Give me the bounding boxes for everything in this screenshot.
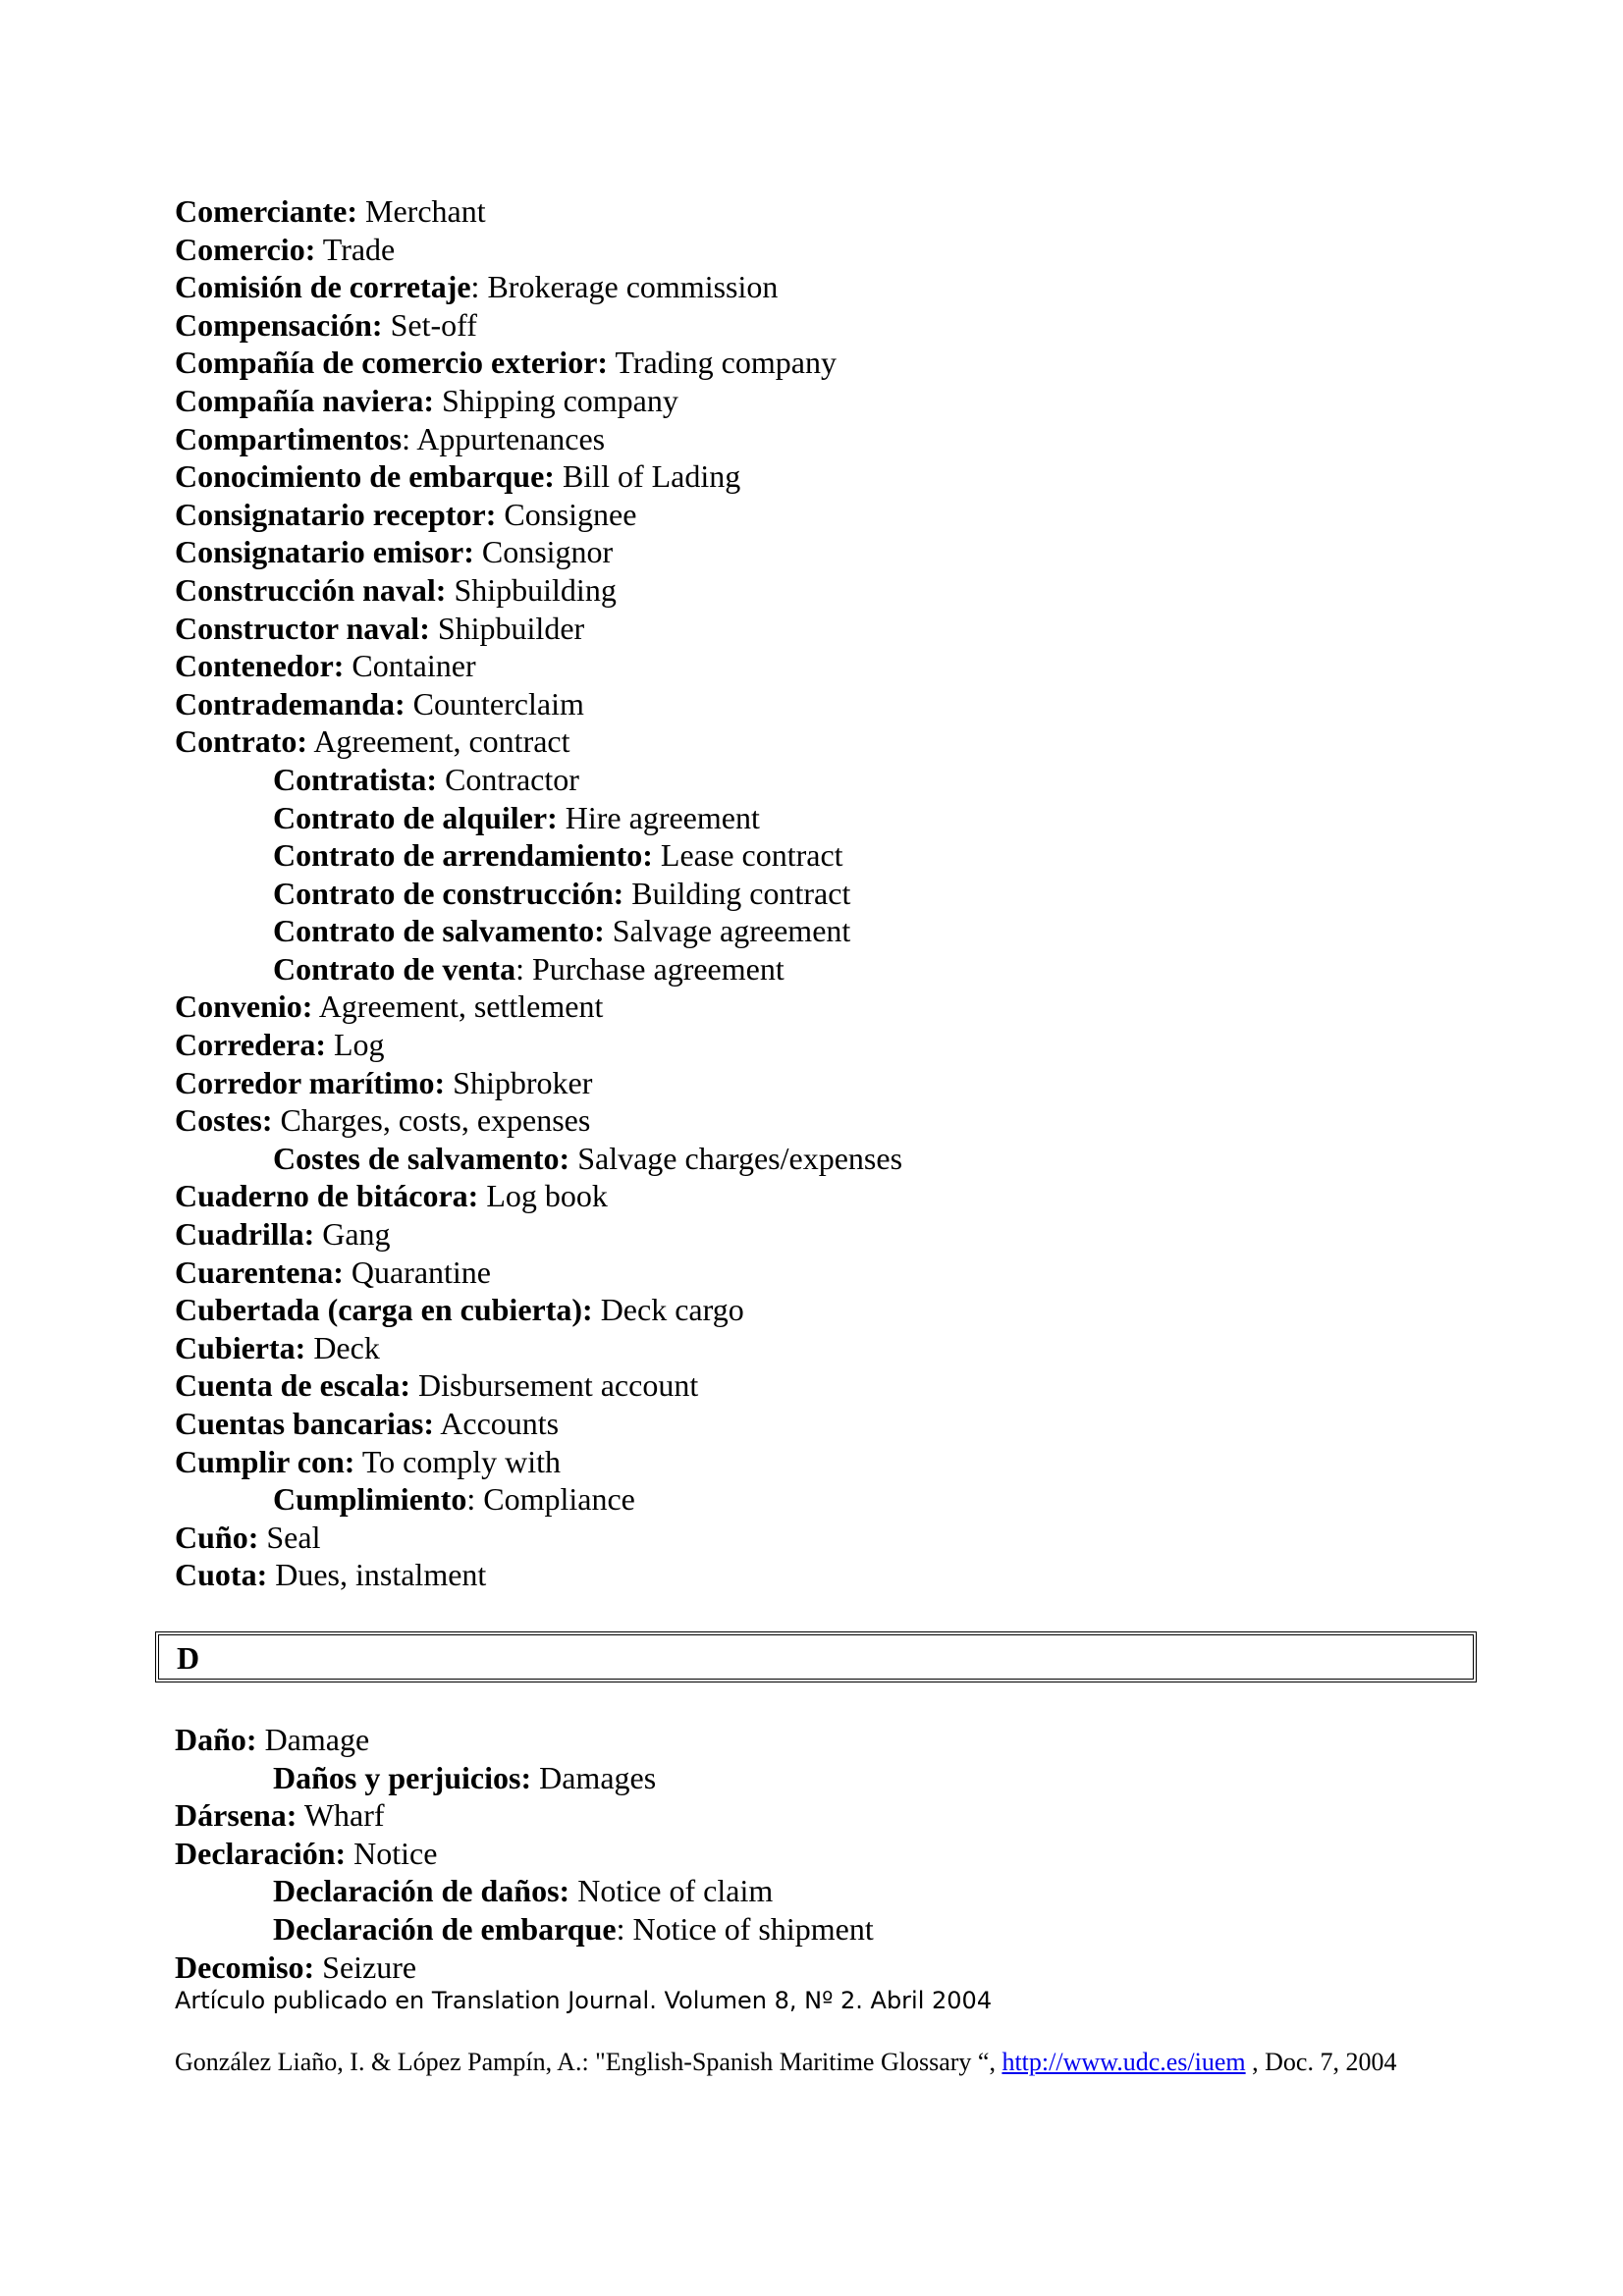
glossary-entry <box>175 1835 1481 1873</box>
entry-term: Cuadrilla: <box>175 1216 315 1253</box>
section-header-d <box>155 1631 1477 1682</box>
entry-term: Consignatario emisor: <box>175 534 474 570</box>
entry-term: Cuota: <box>175 1557 268 1593</box>
entry-definition: Consignee <box>496 496 637 532</box>
glossary-entry <box>175 382 1481 420</box>
entry-definition: Agreement, contract <box>307 723 570 760</box>
entry-definition: : Compliance <box>466 1481 635 1518</box>
glossary-subentry <box>175 1140 1481 1178</box>
entry-definition: Set-off <box>382 306 477 343</box>
entry-definition: Container <box>344 648 476 684</box>
citation-suffix: , Doc. 7, 2004 <box>1245 2048 1397 2076</box>
entry-definition: Damages <box>531 1759 657 1795</box>
glossary-entry <box>175 344 1481 382</box>
entry-definition: Salvage agreement <box>604 913 851 949</box>
entry-definition: Disbursement account <box>409 1367 699 1404</box>
article-note: Artículo publicado en Translation Journal. Volumen 8, Nº 2. Abril 2004 <box>175 1987 993 2014</box>
glossary-entry <box>175 647 1481 685</box>
entry-definition: Wharf <box>297 1797 385 1834</box>
entry-term: Daños y perjuicios: <box>273 1759 532 1795</box>
entry-definition: Counterclaim <box>405 685 584 721</box>
citation <box>175 2048 1451 2077</box>
entry-definition: Shipbuilding <box>446 571 617 608</box>
entry-term: Consignatario receptor: <box>175 496 497 532</box>
glossary-subentry <box>175 1910 1481 1949</box>
entry-definition: Log book <box>478 1178 608 1214</box>
glossary-entry <box>175 533 1481 571</box>
entry-definition: To comply with <box>354 1443 562 1479</box>
glossary-entry <box>175 988 1481 1026</box>
entry-term: Contrato de venta <box>273 950 516 987</box>
glossary-subentry <box>175 1480 1481 1519</box>
glossary-entry <box>175 722 1481 761</box>
entry-definition: Gang <box>314 1216 391 1253</box>
entry-definition: Accounts <box>434 1406 560 1441</box>
glossary-entry <box>175 306 1481 345</box>
entry-definition: Merchant <box>357 193 486 229</box>
entry-term: Declaración de daños: <box>273 1873 570 1909</box>
citation-link[interactable]: http://www.udc.es/iuem <box>1001 2048 1246 2076</box>
entry-term: Contrato de alquiler: <box>273 799 558 835</box>
entry-term: Costes de salvamento: <box>273 1140 570 1176</box>
entry-term: Cuaderno de bitácora: <box>175 1178 479 1214</box>
entry-term: Cubertada (carga en cubierta): <box>175 1292 593 1328</box>
entry-definition: Damage <box>256 1722 370 1757</box>
entry-term: Contrato de salvamento: <box>273 913 605 949</box>
glossary-entry <box>175 420 1481 458</box>
glossary-entry <box>175 1026 1481 1064</box>
entry-term: Cuarentena: <box>175 1254 344 1290</box>
glossary-entry <box>175 685 1481 723</box>
glossary-entry <box>175 1949 1481 1987</box>
entry-definition: Dues, instalment <box>267 1557 487 1593</box>
entry-term: Convenio: <box>175 988 313 1025</box>
glossary-subentry <box>175 836 1481 875</box>
entry-term: Contrato de arrendamiento: <box>273 837 653 874</box>
glossary-entry <box>175 496 1481 534</box>
entry-term: Decomiso: <box>175 1949 315 1985</box>
entry-definition: Notice of claim <box>569 1873 774 1909</box>
entry-term: Cumplimiento <box>273 1481 467 1518</box>
entry-definition: Bill of Lading <box>554 458 741 495</box>
entry-term: Declaración: <box>175 1835 347 1871</box>
glossary-entry <box>175 610 1481 648</box>
entry-term: Cuño: <box>175 1519 259 1555</box>
glossary-entry <box>175 1519 1481 1557</box>
entry-term: Corredera: <box>175 1027 326 1063</box>
glossary-entry <box>175 1556 1481 1594</box>
glossary-subentry <box>175 1759 1481 1797</box>
entry-definition: Log <box>326 1027 385 1063</box>
entry-definition: Charges, costs, expenses <box>272 1102 591 1139</box>
entry-term: Compensación: <box>175 306 383 343</box>
entry-definition: Notice <box>346 1835 438 1871</box>
entry-term: Contratista: <box>273 761 438 797</box>
entry-definition: Lease contract <box>652 837 843 874</box>
entry-definition: Shipbuilder <box>429 610 585 646</box>
glossary-entry <box>175 1443 1481 1481</box>
entry-definition: Hire agreement <box>557 799 760 835</box>
entry-term: Cumplir con: <box>175 1443 355 1479</box>
glossary-entry <box>175 192 1481 231</box>
entry-term: Contrato: <box>175 723 308 760</box>
section-letter: D <box>177 1640 200 1676</box>
entry-definition: Building contract <box>623 875 851 911</box>
entry-definition: Trade <box>315 231 396 267</box>
entry-definition: : Notice of shipment <box>616 1910 874 1947</box>
entry-term: Compartimentos <box>175 420 403 456</box>
entry-term: Comisión de corretaje <box>175 269 471 305</box>
glossary-entry <box>175 1405 1481 1443</box>
entry-term: Comercio: <box>175 231 316 267</box>
entry-term: Cuenta de escala: <box>175 1367 410 1404</box>
entry-definition: : Appurtenances <box>402 420 606 456</box>
entry-term: Compañía naviera: <box>175 382 434 418</box>
entry-term: Cuentas bancarias: <box>175 1406 435 1441</box>
entry-definition: Contractor <box>437 761 579 797</box>
entry-term: Contrademanda: <box>175 685 406 721</box>
glossary-subentry <box>175 875 1481 913</box>
glossary-section-d <box>175 1721 1481 1986</box>
glossary-subentry <box>175 1872 1481 1910</box>
glossary-entry <box>175 231 1481 269</box>
glossary-subentry <box>175 799 1481 837</box>
glossary-entry <box>175 1366 1481 1405</box>
glossary-entry <box>175 457 1481 496</box>
entry-definition: Trading company <box>608 345 837 381</box>
entry-term: Constructor naval: <box>175 610 430 646</box>
entry-term: Corredor marítimo: <box>175 1064 446 1100</box>
glossary-entry <box>175 1329 1481 1367</box>
entry-term: Cubierta: <box>175 1329 306 1365</box>
glossary-entry <box>175 1291 1481 1329</box>
glossary-entry <box>175 1177 1481 1215</box>
entry-term: Contenedor: <box>175 648 345 684</box>
entry-term: Daño: <box>175 1722 257 1757</box>
citation-text: González Liaño, I. & López Pampín, A.: "English-Spanish Maritime Glossary “, <box>175 2048 1002 2076</box>
glossary-section-c <box>175 192 1481 1594</box>
glossary-entry <box>175 1254 1481 1292</box>
entry-term: Costes: <box>175 1102 273 1139</box>
entry-term: Comerciante: <box>175 193 357 229</box>
entry-definition: : Purchase agreement <box>515 950 784 987</box>
glossary-subentry <box>175 950 1481 988</box>
entry-term: Construcción naval: <box>175 571 447 608</box>
glossary-entry <box>175 1101 1481 1140</box>
entry-definition: Shipping company <box>434 382 678 418</box>
entry-definition: Deck <box>305 1329 380 1365</box>
glossary-entry <box>175 268 1481 306</box>
glossary-entry <box>175 1215 1481 1254</box>
entry-term: Dársena: <box>175 1797 298 1834</box>
entry-term: Declaración de embarque <box>273 1910 617 1947</box>
entry-definition: Seal <box>258 1519 321 1555</box>
entry-definition: Seizure <box>314 1949 417 1985</box>
glossary-entry <box>175 1796 1481 1835</box>
entry-term: Contrato de construcción: <box>273 875 624 911</box>
glossary-entry <box>175 1064 1481 1102</box>
entry-definition: : Brokerage commission <box>470 269 779 305</box>
entry-term: Conocimiento de embarque: <box>175 458 555 495</box>
glossary-subentry <box>175 912 1481 950</box>
entry-term: Compañía de comercio exterior: <box>175 345 609 381</box>
entry-definition: Shipbroker <box>445 1064 593 1100</box>
glossary-entry <box>175 571 1481 610</box>
entry-definition: Salvage charges/expenses <box>569 1140 903 1176</box>
glossary-entry <box>175 1721 1481 1759</box>
entry-definition: Quarantine <box>343 1254 491 1290</box>
entry-definition: Agreement, settlement <box>312 988 604 1025</box>
glossary-subentry <box>175 761 1481 799</box>
entry-definition: Consignor <box>473 534 614 570</box>
entry-definition: Deck cargo <box>592 1292 744 1328</box>
